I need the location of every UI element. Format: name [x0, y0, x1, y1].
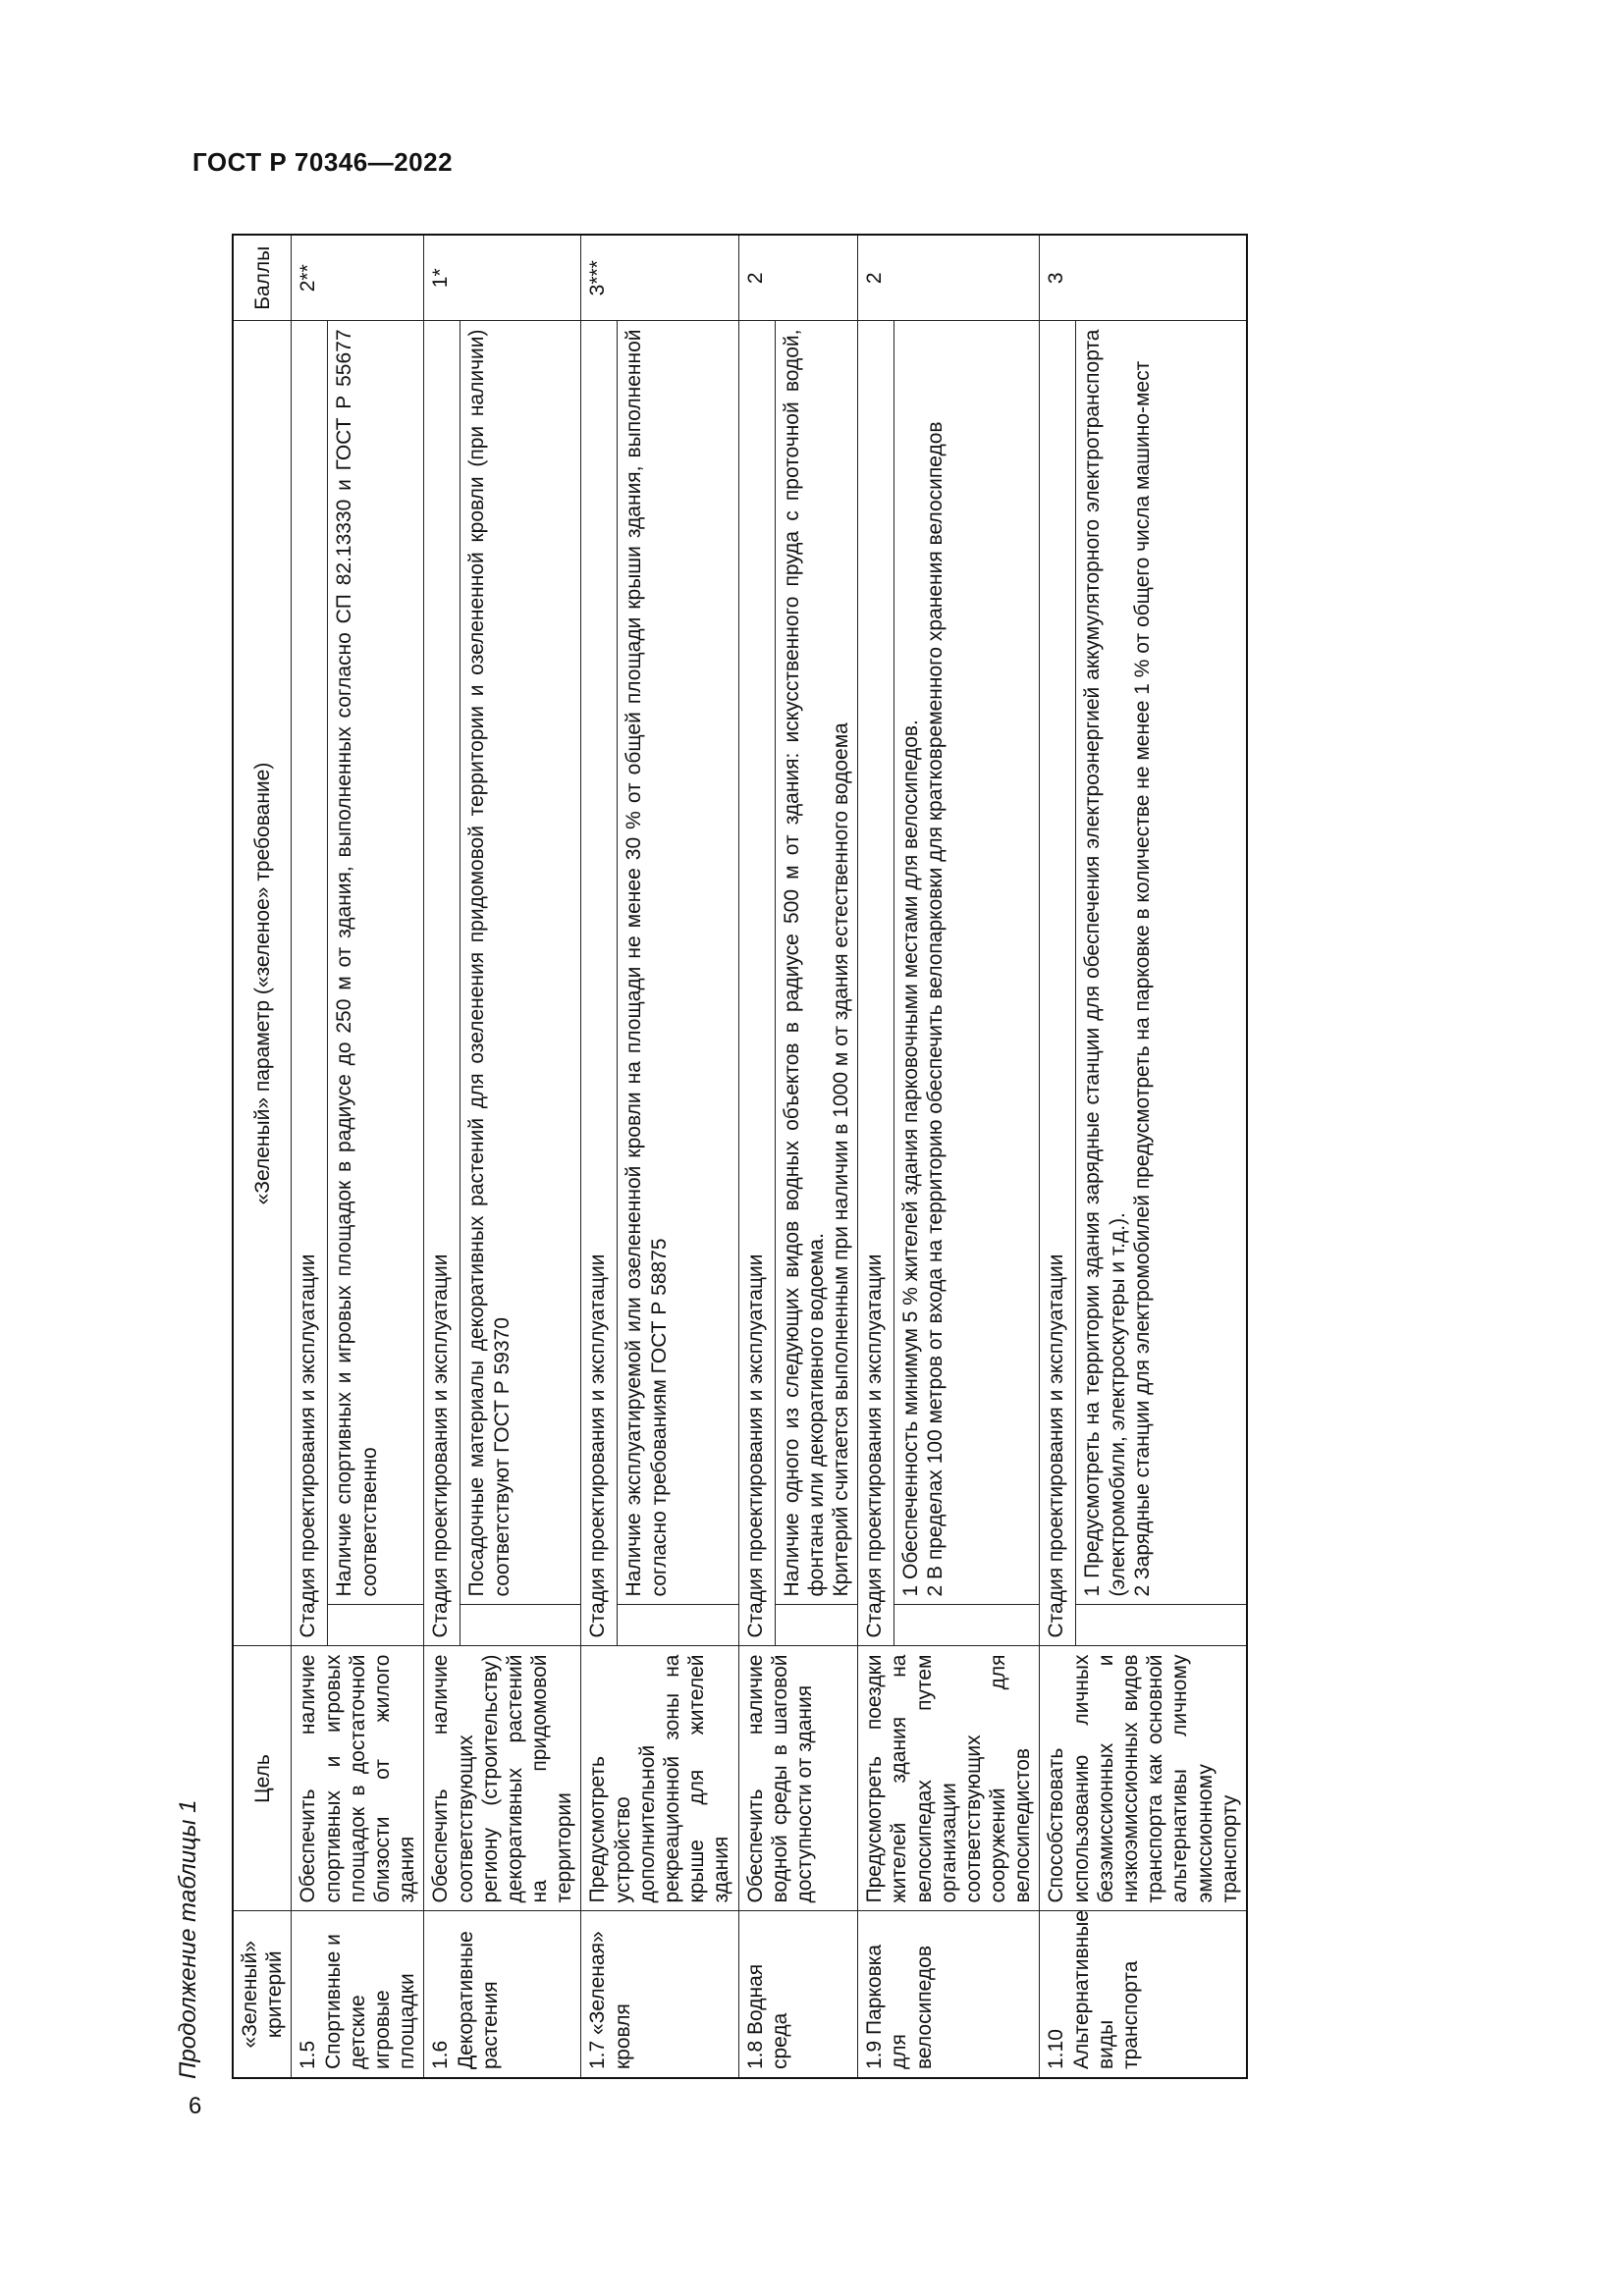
points-cell: 1*	[424, 235, 581, 321]
col-criterion: «Зеленый» критерий	[233, 1911, 292, 2078]
stage-cell: Стадия проектирования и эксплуатации	[292, 321, 328, 1646]
description-cell: 1 Предусмотреть на территории здания зарядные станции для обеспечения электроэнергией аккумуляторного электротранспорта (электромобили, электроскутеры и т.д.). 2 Зарядные станции для электромобилей предусмотреть на парковке в количестве не менее 1 % от общего числа машино-мест	[1076, 321, 1247, 1605]
description-cell: Наличие эксплуатируемой или озелененной кровли на площади не менее 30 % от общей площади крыши здания, выполненной согласно требованиям ГОСТ Р 58875	[618, 321, 738, 1605]
stage-cell: Стадия проектирования и эксплуатации	[858, 321, 894, 1646]
col-points: Баллы	[233, 235, 292, 321]
goal-cell: Способствовать использованию личных безэмиссионных и низкоэмиссионных видов транспорта как основной альтернативы личному эмиссионному транспорту	[1040, 1646, 1247, 1911]
table-header-row	[233, 235, 292, 2078]
table-row	[581, 235, 618, 2078]
goal-cell: Предусмотреть поездки жителей здания на велосипедах путем организации соответствующих сооружений для велосипедистов	[858, 1646, 1040, 1911]
description-cell: Наличие спортивных и игровых площадок в радиусе до 250 м от здания, выполненных согласно СП 82.13330 и ГОСТ Р 55677 соответственно	[328, 321, 424, 1605]
description-cell: Наличие одного из следующих видов водных объектов в радиусе 500 м от здания: искусственного пруда с проточной водой, фонтана или декоративного водоема. Критерий считается выполненным при наличии в 1000 м от здания естественного водоема	[775, 321, 858, 1605]
page-number: 6	[189, 2093, 202, 2119]
points-cell: 3***	[581, 235, 738, 321]
stage-cell: Стадия проектирования и эксплуатации	[424, 321, 460, 1646]
criteria-table	[232, 234, 1248, 2079]
table-caption: Продолжение таблицы 1	[175, 1799, 201, 2079]
rotated-table-page	[175, 224, 1265, 2079]
criterion-cell: 1.8 Водная среда	[738, 1911, 858, 2078]
stage-cell: Стадия проектирования и эксплуатации	[1040, 321, 1076, 1646]
criterion-cell: 1.5 Спортивные и детские игровые площадки	[292, 1911, 424, 2078]
indent-cell	[618, 1605, 738, 1646]
indent-cell	[328, 1605, 424, 1646]
col-goal: Цель	[233, 1646, 292, 1911]
table-row	[424, 235, 460, 2078]
indent-cell	[775, 1605, 858, 1646]
goal-cell: Предусмотреть устройство дополнительной рекреационной зоны на крыше для жителей здания	[581, 1646, 738, 1911]
points-cell: 2	[858, 235, 1040, 321]
criterion-cell: 1.7 «Зеленая» кровля	[581, 1911, 738, 2078]
goal-cell: Обеспечить наличие спортивных и игровых площадок в достаточной близости от жилого здания	[292, 1646, 424, 1911]
indent-cell	[894, 1605, 1040, 1646]
table-row	[292, 235, 328, 2078]
criterion-cell: 1.10 Альтернативные виды транспорта	[1040, 1911, 1247, 2078]
goal-cell: Обеспечить наличие соответствующих региону (строительству) декоративных растений на придомовой территории	[424, 1646, 581, 1911]
description-cell: 1 Обеспеченность минимум 5 % жителей здания парковочными местами для велосипедов. 2 В пределах 100 метров от входа на территорию обеспечить велопарковки для кратковременного хранения велосипедов	[894, 321, 1040, 1605]
description-cell: Посадочные материалы декоративных растений для озеленения придомовой территории и озелененной кровли (при наличии) соответствуют ГОСТ Р 59370	[460, 321, 581, 1605]
document-header: ГОСТ Р 70346—2022	[192, 147, 454, 177]
col-parameter: «Зеленый» параметр («зеленое» требование)	[233, 321, 292, 1646]
criterion-cell: 1.9 Парковка для велосипедов	[858, 1911, 1040, 2078]
table-row	[738, 235, 775, 2078]
stage-cell: Стадия проектирования и эксплуатации	[738, 321, 775, 1646]
indent-cell	[1076, 1605, 1247, 1646]
stage-cell: Стадия проектирования и эксплуатации	[581, 321, 618, 1646]
table-row	[858, 235, 894, 2078]
points-cell: 3	[1040, 235, 1247, 321]
points-cell: 2**	[292, 235, 424, 321]
points-cell: 2	[738, 235, 858, 321]
goal-cell: Обеспечить наличие водной среды в шаговой доступности от здания	[738, 1646, 858, 1911]
criterion-cell: 1.6 Декоративные растения	[424, 1911, 581, 2078]
indent-cell	[460, 1605, 581, 1646]
table-row	[1040, 235, 1076, 2078]
